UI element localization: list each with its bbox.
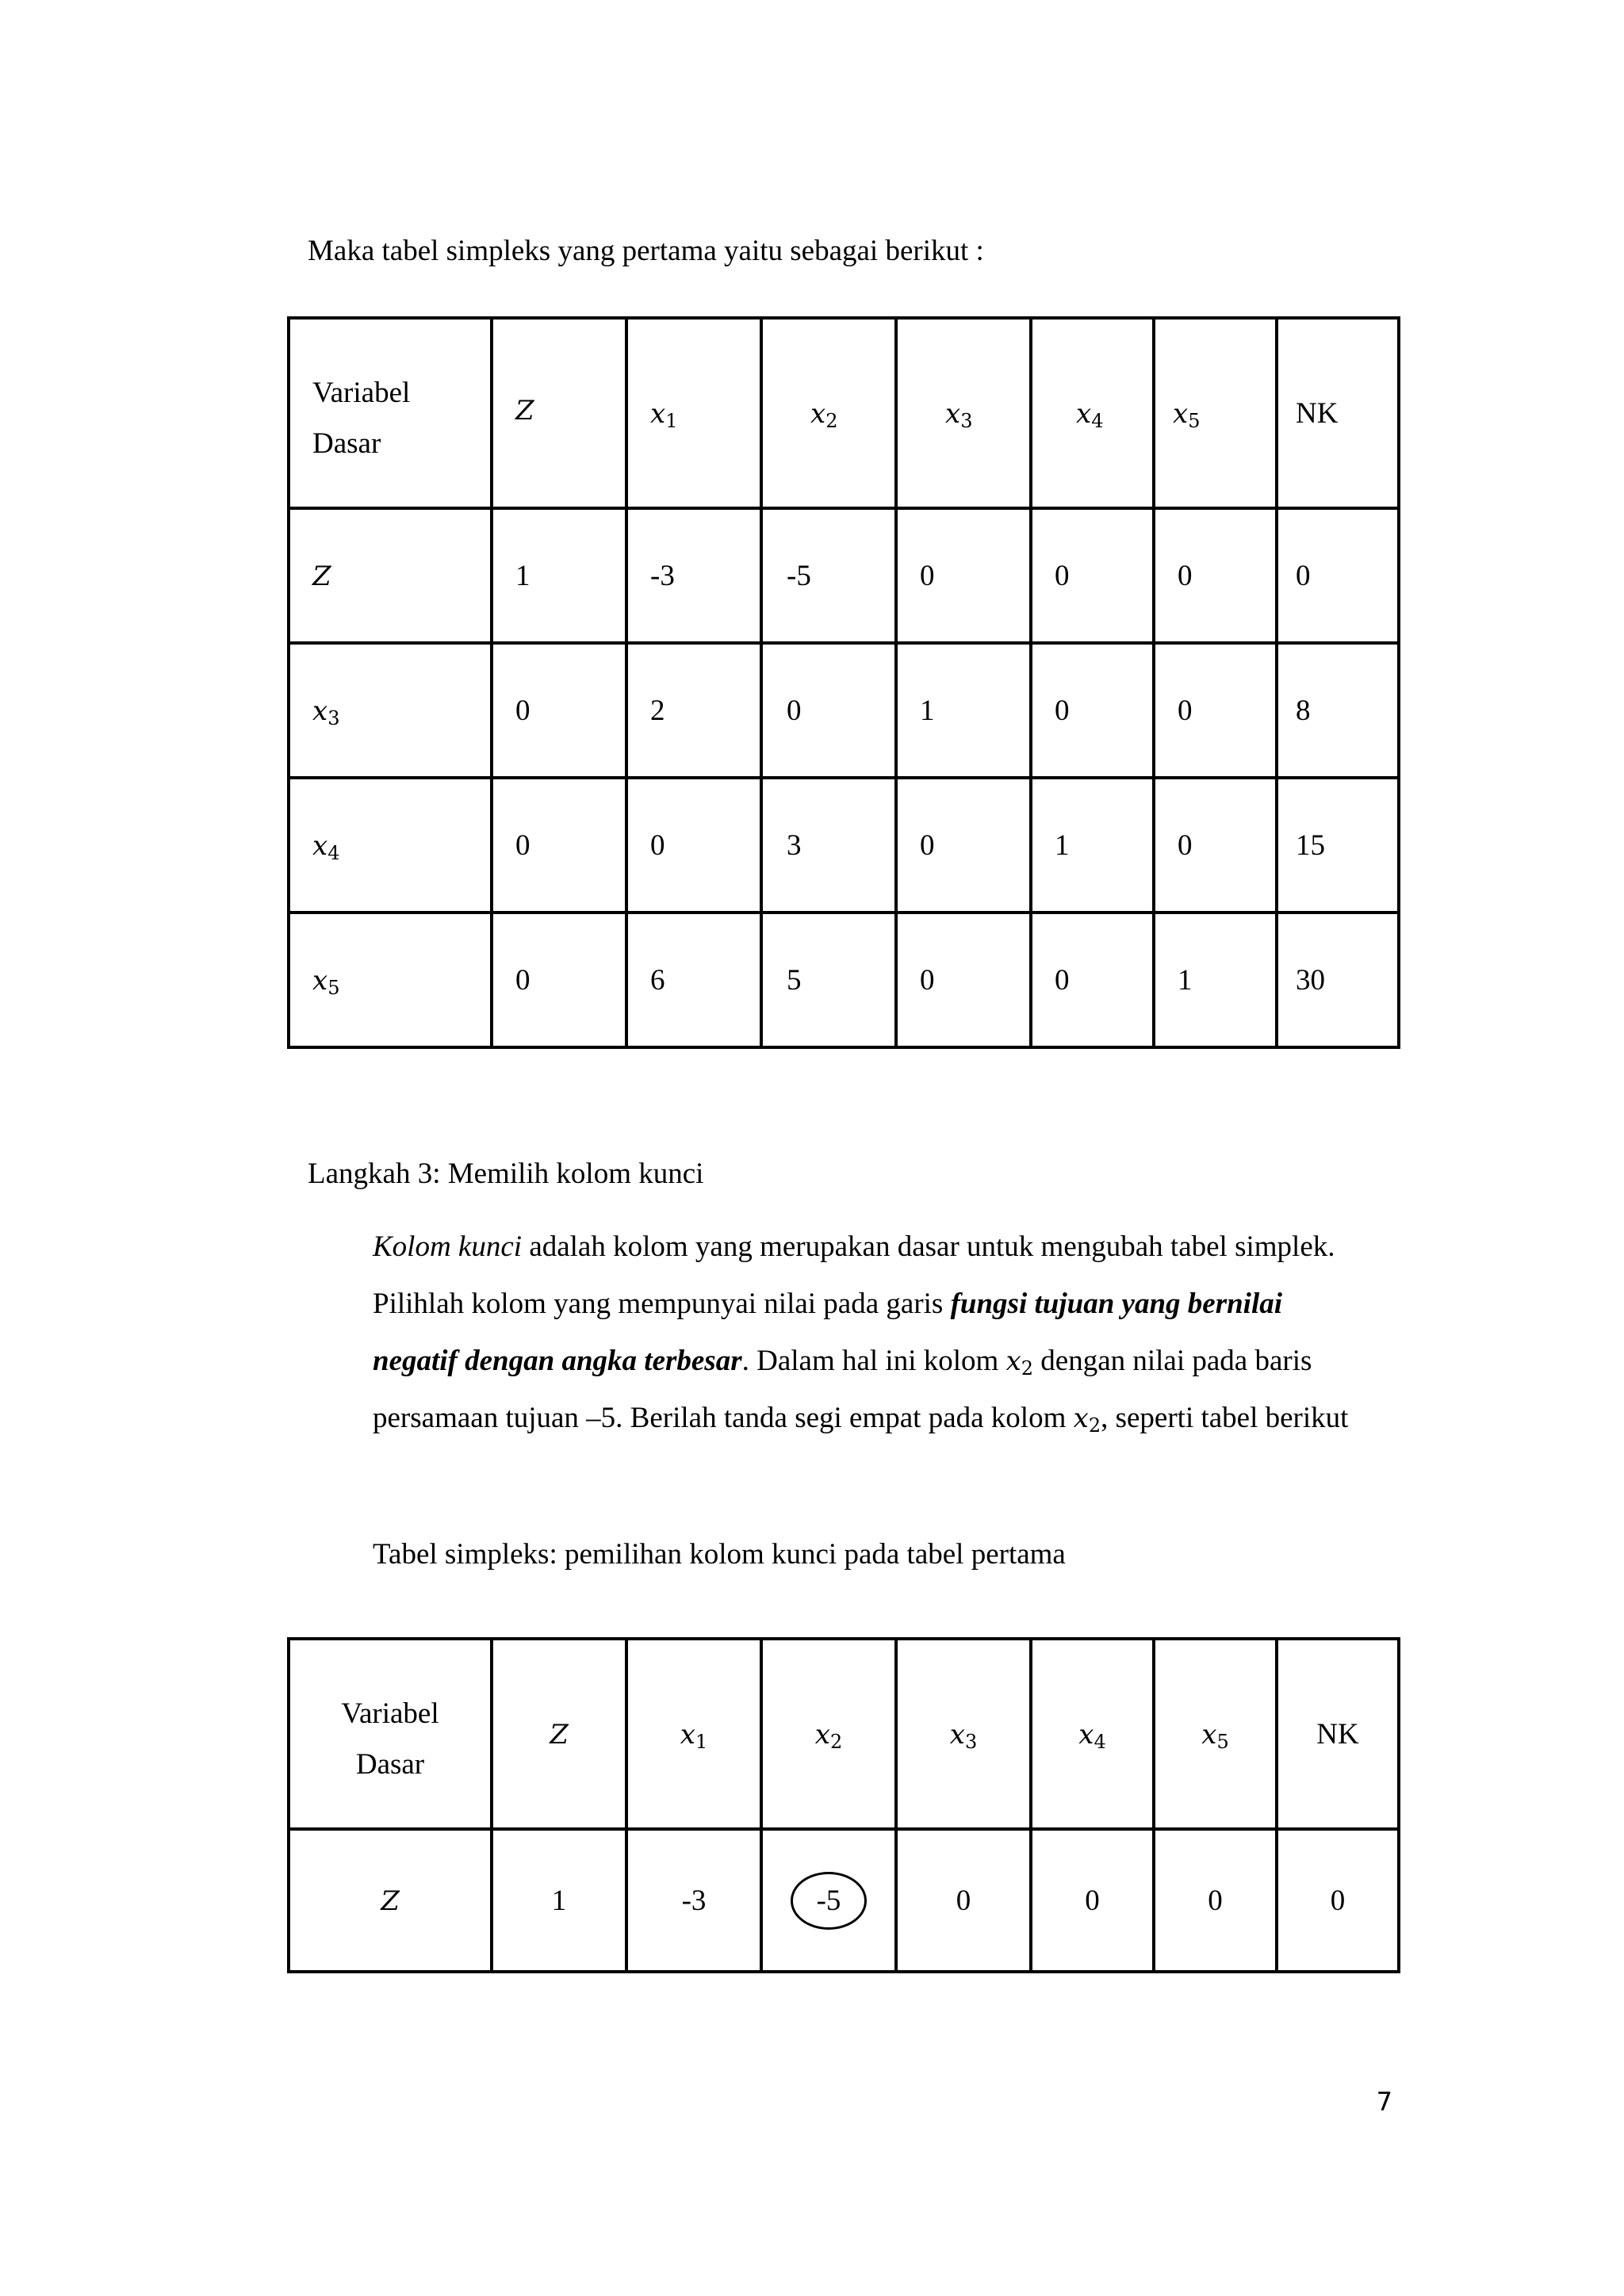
cell: 1 bbox=[492, 1829, 626, 1972]
header-col-x1: $x_1$ bbox=[626, 318, 761, 508]
cell: 2 bbox=[626, 643, 761, 778]
cell: 0 bbox=[1277, 508, 1399, 643]
cell: 0 bbox=[1154, 1829, 1277, 1972]
paragraph-text: dengan nilai pada baris persamaan tujuan –5. Berilah tanda segi empat pada kolom bbox=[373, 1345, 1312, 1434]
cell: 8 bbox=[1277, 643, 1399, 778]
paragraph-text: , seperti tabel berikut bbox=[1101, 1402, 1349, 1434]
cell: 0 bbox=[626, 778, 761, 913]
cell: 0 bbox=[761, 643, 896, 778]
key-value-circle: -5 bbox=[791, 1872, 868, 1930]
table-row bbox=[289, 508, 1399, 643]
cell: 1 bbox=[1154, 913, 1277, 1047]
cell: 0 bbox=[492, 643, 626, 778]
explanation-paragraph bbox=[308, 1219, 1370, 1447]
header-col-x1: $x_1$ bbox=[626, 1639, 761, 1829]
header-col-x4: $x_4$ bbox=[1031, 318, 1154, 508]
cell: 0 bbox=[896, 913, 1031, 1047]
cell: -3 bbox=[626, 508, 761, 643]
paragraph-text: . Dalam hal ini kolom bbox=[741, 1345, 1006, 1377]
simplex-table-key-column bbox=[287, 1637, 1400, 1973]
cell: 0 bbox=[896, 778, 1031, 913]
cell: 0 bbox=[896, 508, 1031, 643]
cell: 3 bbox=[761, 778, 896, 913]
header-basic-variable: Variabel Dasar bbox=[289, 318, 492, 508]
cell: 30 bbox=[1277, 913, 1399, 1047]
cell: 0 bbox=[1031, 913, 1154, 1047]
term-kolom-kunci: Kolom kunci bbox=[373, 1230, 523, 1263]
cell: 15 bbox=[1277, 778, 1399, 913]
cell: 0 bbox=[1154, 508, 1277, 643]
header-col-x2: $x_2$ bbox=[761, 1639, 896, 1829]
table-caption: Tabel simpleks: pemilihan kolom kunci pada tabel pertama bbox=[373, 1538, 1066, 1571]
row-variable: $x_5$ bbox=[289, 913, 492, 1047]
cell: 1 bbox=[896, 643, 1031, 778]
header-col-x4: $x_4$ bbox=[1031, 1639, 1154, 1829]
header-col-z: Z bbox=[492, 1639, 626, 1829]
header-col-x2: $x_2$ bbox=[761, 318, 896, 508]
key-column-cell bbox=[761, 1829, 896, 1972]
header-col-x5: $x_5$ bbox=[1154, 1639, 1277, 1829]
header-col-z: Z bbox=[492, 318, 626, 508]
table-row bbox=[289, 913, 1399, 1047]
cell: 0 bbox=[1031, 1829, 1154, 1972]
cell: 0 bbox=[492, 778, 626, 913]
cell: 1 bbox=[1031, 778, 1154, 913]
math-x2: $x_2$ bbox=[1005, 1345, 1034, 1380]
paragraph-text: adalah kolom yang merupakan dasar untuk mengubah tabel simplek. Pilihlah kolom yang mempunyai nilai pada garis bbox=[373, 1230, 1335, 1320]
header-col-x3: $x_3$ bbox=[896, 1639, 1031, 1829]
table-row bbox=[289, 1829, 1399, 1972]
header-col-nk: NK bbox=[1277, 1639, 1399, 1829]
header-basic-variable: Variabel Dasar bbox=[289, 1639, 492, 1829]
cell: 0 bbox=[1154, 643, 1277, 778]
math-x2: $x_2$ bbox=[1073, 1402, 1101, 1437]
cell: 5 bbox=[761, 913, 896, 1047]
row-variable: Z bbox=[289, 508, 492, 643]
header-col-nk: NK bbox=[1277, 318, 1399, 508]
cell: 0 bbox=[1154, 778, 1277, 913]
intro-text: Maka tabel simpleks yang pertama yaitu sebagai berikut : bbox=[308, 235, 984, 267]
page-number: 7 bbox=[1376, 2087, 1392, 2117]
row-variable: $x_4$ bbox=[289, 778, 492, 913]
header-col-x5: $x_5$ bbox=[1154, 318, 1277, 508]
row-variable: $x_3$ bbox=[289, 643, 492, 778]
cell: 1 bbox=[492, 508, 626, 643]
cell: -3 bbox=[626, 1829, 761, 1972]
emphasis-text: fungsi tujuan yang bernilai negatif dengan angka terbesar bbox=[373, 1288, 1283, 1377]
cell: 0 bbox=[1031, 508, 1154, 643]
cell: 0 bbox=[896, 1829, 1031, 1972]
table-row bbox=[289, 643, 1399, 778]
header-col-x3: $x_3$ bbox=[896, 318, 1031, 508]
table-header-row bbox=[289, 318, 1399, 508]
cell: 6 bbox=[626, 913, 761, 1047]
cell: 0 bbox=[1277, 1829, 1399, 1972]
row-variable: Z bbox=[289, 1829, 492, 1972]
cell: -5 bbox=[761, 508, 896, 643]
table-row bbox=[289, 778, 1399, 913]
cell: 0 bbox=[492, 913, 626, 1047]
cell: 0 bbox=[1031, 643, 1154, 778]
simplex-table-initial bbox=[287, 316, 1400, 1049]
step-heading: Langkah 3: Memilih kolom kunci bbox=[308, 1158, 704, 1190]
table-header-row bbox=[289, 1639, 1399, 1829]
